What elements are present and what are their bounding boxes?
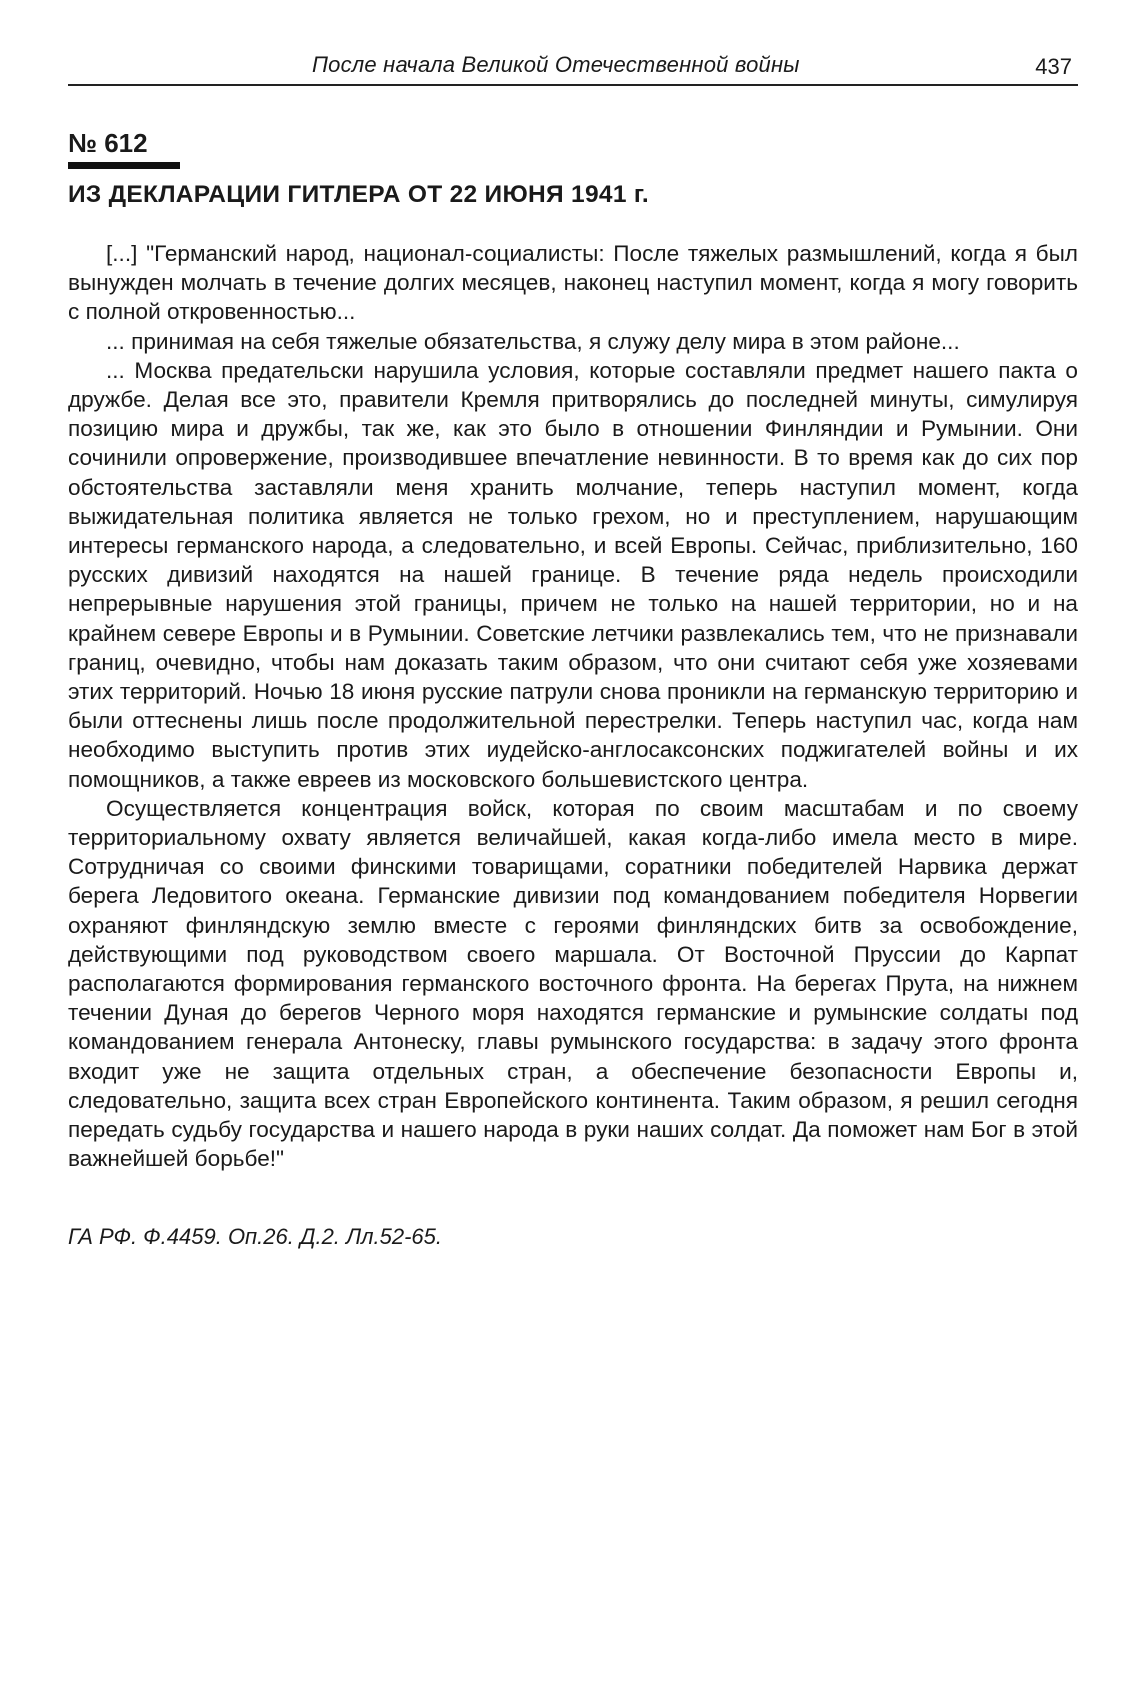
running-title: После начала Великой Отечественной войны — [312, 52, 800, 77]
paragraph: Осуществляется концентрация войск, которая по своим масштабам и по своему территориальному охвату является величайшей, какая когда-либо имела место в мире. Сотрудничая со своими финскими товарищами, соратники победителей Нарвика держат берега Ледовитого океана. Германские дивизии под командованием победителя Норвегии охраняют финляндскую землю вместе с героями финляндских битв за освобождение, действующими под руководством своего маршала. От Восточной Пруссии до Карпат располагаются формирования германского восточного фронта. На берегах Прута, на нижнем течении Дуная до берегов Черного моря находятся германские и румынские солдаты под командованием генерала Антонеску, главы румынского государства: в задачу этого фронта входит уже не защита отдельных стран, а обеспечение безопасности Европы и, следовательно, защита всех стран Европейского континента. Таким образом, я решил сегодня передать судьбу государства и нашего народа в руки наших солдат. Да поможет нам Бог в этой важнейшей борьбе!" — [68, 795, 1078, 1172]
document-title: ИЗ ДЕКЛАРАЦИИ ГИТЛЕРА ОТ 22 ИЮНЯ 1941 г. — [68, 181, 650, 208]
paragraph: [...] "Германский народ, национал-социалисты: После тяжелых размышлений, когда я был вынужден молчать в течение долгих месяцев, наконец наступил момент, когда я могу говорить с полной откровенностью... — [68, 241, 1078, 325]
document-body — [68, 239, 1078, 1174]
document-number: № 612 — [68, 128, 148, 158]
document-page — [68, 44, 1078, 1250]
archival-source: ГА РФ. Ф.4459. Оп.26. Д.2. Лл.52-65. — [68, 1223, 443, 1249]
page-number: 437 — [1035, 54, 1072, 79]
document-number-underline — [68, 162, 180, 169]
paragraph: ... принимая на себя тяжелые обязательства, я служу делу мира в этом районе... — [106, 328, 960, 354]
paragraph: ... Москва предательски нарушила условия, которые составляли предмет нашего пакта о дружбе. Делая все это, правители Кремля притворялись до последней минуты, симулируя позицию мира и дружбы, так же, как это было в отношении Финляндии и Румынии. Они сочинили опровержение, производившее впечатление невинности. В то время как до сих пор обстоятельства заставляли меня хранить молчание, теперь наступил момент, когда выжидательная политика является не только грехом, но и преступлением, нарушающим интересы германского народа, а следовательно, и всей Европы. Сейчас, приблизительно, 160 русских дивизий находятся на нашей границе. В течение ряда недель происходили непрерывные нарушения этой границы, причем не только на нашей территории, но и на крайнем севере Европы и в Румынии. Советские летчики развлекались тем, что не признавали границ, очевидно, чтобы нам доказать таким образом, что они считают себя уже хозяевами этих территорий. Ночью 18 июня русские патрули снова проникли на германскую территорию и были оттеснены лишь после продолжительной перестрелки. Теперь наступил час, когда нам необходимо выступить против этих иудейско-англосаксонских поджигателей войны и их помощников, а также евреев из московского большевистского центра. — [68, 357, 1078, 792]
running-header — [68, 44, 1078, 86]
